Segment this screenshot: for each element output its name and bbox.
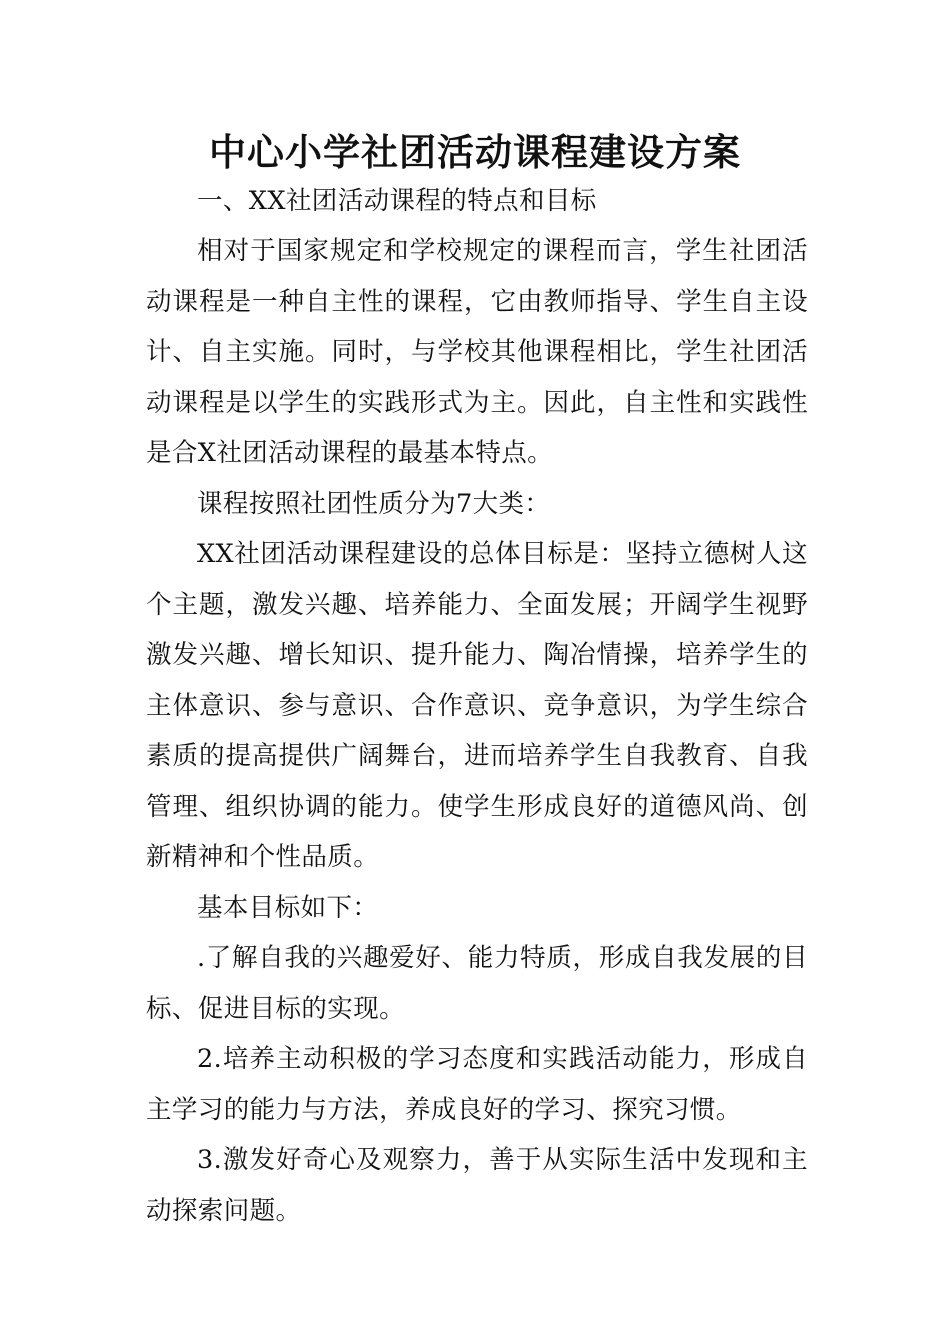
paragraph-categories: 课程按照社团性质分为7大类： [197, 488, 551, 519]
section-heading: 一、XX社团活动课程的特点和目标 [197, 186, 597, 216]
paragraph-basic-goals-intro: 基本目标如下： [197, 892, 379, 923]
document-title: 中心小学社团活动课程建设方案 [209, 130, 741, 174]
goal-item-3: 3.激发好奇心及观察力，善于从实际生活中发现和主动探索问题。 [146, 1145, 808, 1226]
paragraph-features: 相对于国家规定和学校规定的课程而言，学生社团活动课程是一种自主性的课程，它由教师指导、学生自主设计、自主实施。同时，与学校其他课程相比，学生社团活动课程是以学生的实践形式为主。因此，自主性和实践性是合X社团活动课程的最基本特点。 [146, 236, 808, 468]
goal-item-1: .了解自我的兴趣爱好、能力特质，形成自我发展的目标、促进目标的实现。 [146, 943, 808, 1024]
paragraph-overall-goal: XX社团活动课程建设的总体目标是：坚持立德树人这个主题，激发兴趣、培养能力、全面发展；开阔学生视野激发兴趣、增长知识、提升能力、陶冶情操，培养学生的主体意识、参与意识、合作意识、竞争意识，为学生综合素质的提高提供广阔舞台，进而培养学生自我教育、自我管理、组织协调的能力。使学生形成良好的道德风尚、创新精神和个性品质。 [146, 539, 808, 872]
goal-item-2: 2.培养主动积极的学习态度和实践活动能力，形成自主学习的能力与方法，养成良好的学习、探究习惯。 [146, 1044, 808, 1125]
document-body [146, 176, 808, 1236]
